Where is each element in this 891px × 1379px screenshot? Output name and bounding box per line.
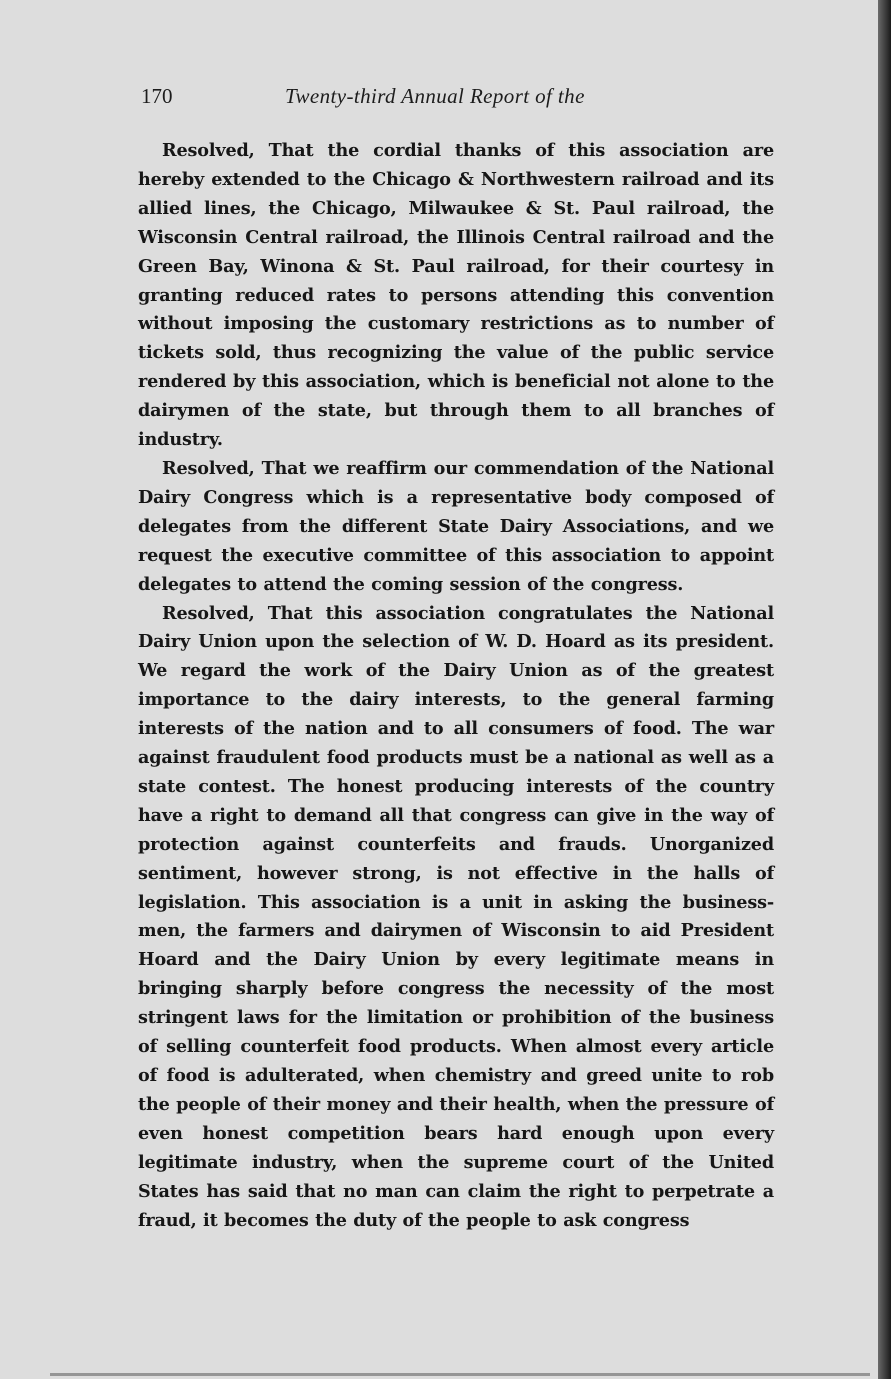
- resolution-paragraph-dairy-union: Resolved, That this association congratulates the National Dairy Union upon the selection of W. D. Hoard as its president. We regard the work of the Dairy Union as of the greatest importance to the dairy interests, to the general farming interests of the nation and to all consumers of food. The war against fraudulent food products must be a national as well as a state contest. The honest producing interests of the country have a right to demand all that congress can give in the way of protection against counterfeits and frauds. Unorganized sentiment, however strong, is not effective in the halls of legislation. This association is a unit in asking the business-men, the farmers and dairymen of Wisconsin to aid President Hoard and the Dairy Union by every legitimate means in bringing sharply before congress the necessity of the most stringent laws for the limitation or prohibition of the business of selling counterfeit food products. When almost every article of food is adulterated, when chemistry and greed unite to rob the people of their money and their health, when the pressure of even honest competition bears hard enough upon every legitimate industry, when the supreme court of the United States has said that no man can claim the right to perpetrate a fraud, it becomes the duty of the people to ask congress: [138, 602, 774, 1231]
- page-bottom-edge: [50, 1373, 870, 1376]
- resolution-paragraph-railroads: Resolved, That the cordial thanks of this association are hereby extended to the Chicago & Northwestern railroad and its allied lines, the Chicago, Milwaukee & St. Paul railroad, the Wisconsin Central railroad, the Illinois Central railroad and the Green Bay, Winona & St. Paul railroad, for their courtesy in granting reduced rates to persons attending this convention without imposing the customary restrictions as to number of tickets sold, thus recognizing the value of the public service rendered by this association, which is beneficial not alone to the dairymen of the state, but through them to all branches of industry.: [138, 140, 774, 451]
- resolution-paragraph-dairy-congress: Resolved, That we reaffirm our commendation of the National Dairy Congress which is a representative body composed of delegates from the different State Dairy Associations, and we request the executive committee of this association to appoint delegates to attend the coming session of the congress.: [138, 457, 774, 595]
- book-spine-shadow: [878, 0, 891, 1379]
- page-header: [141, 84, 791, 114]
- resolutions-text: [138, 137, 774, 1235]
- running-title: Twenty-third Annual Report of the: [285, 84, 585, 108]
- page-number: 170: [141, 84, 173, 108]
